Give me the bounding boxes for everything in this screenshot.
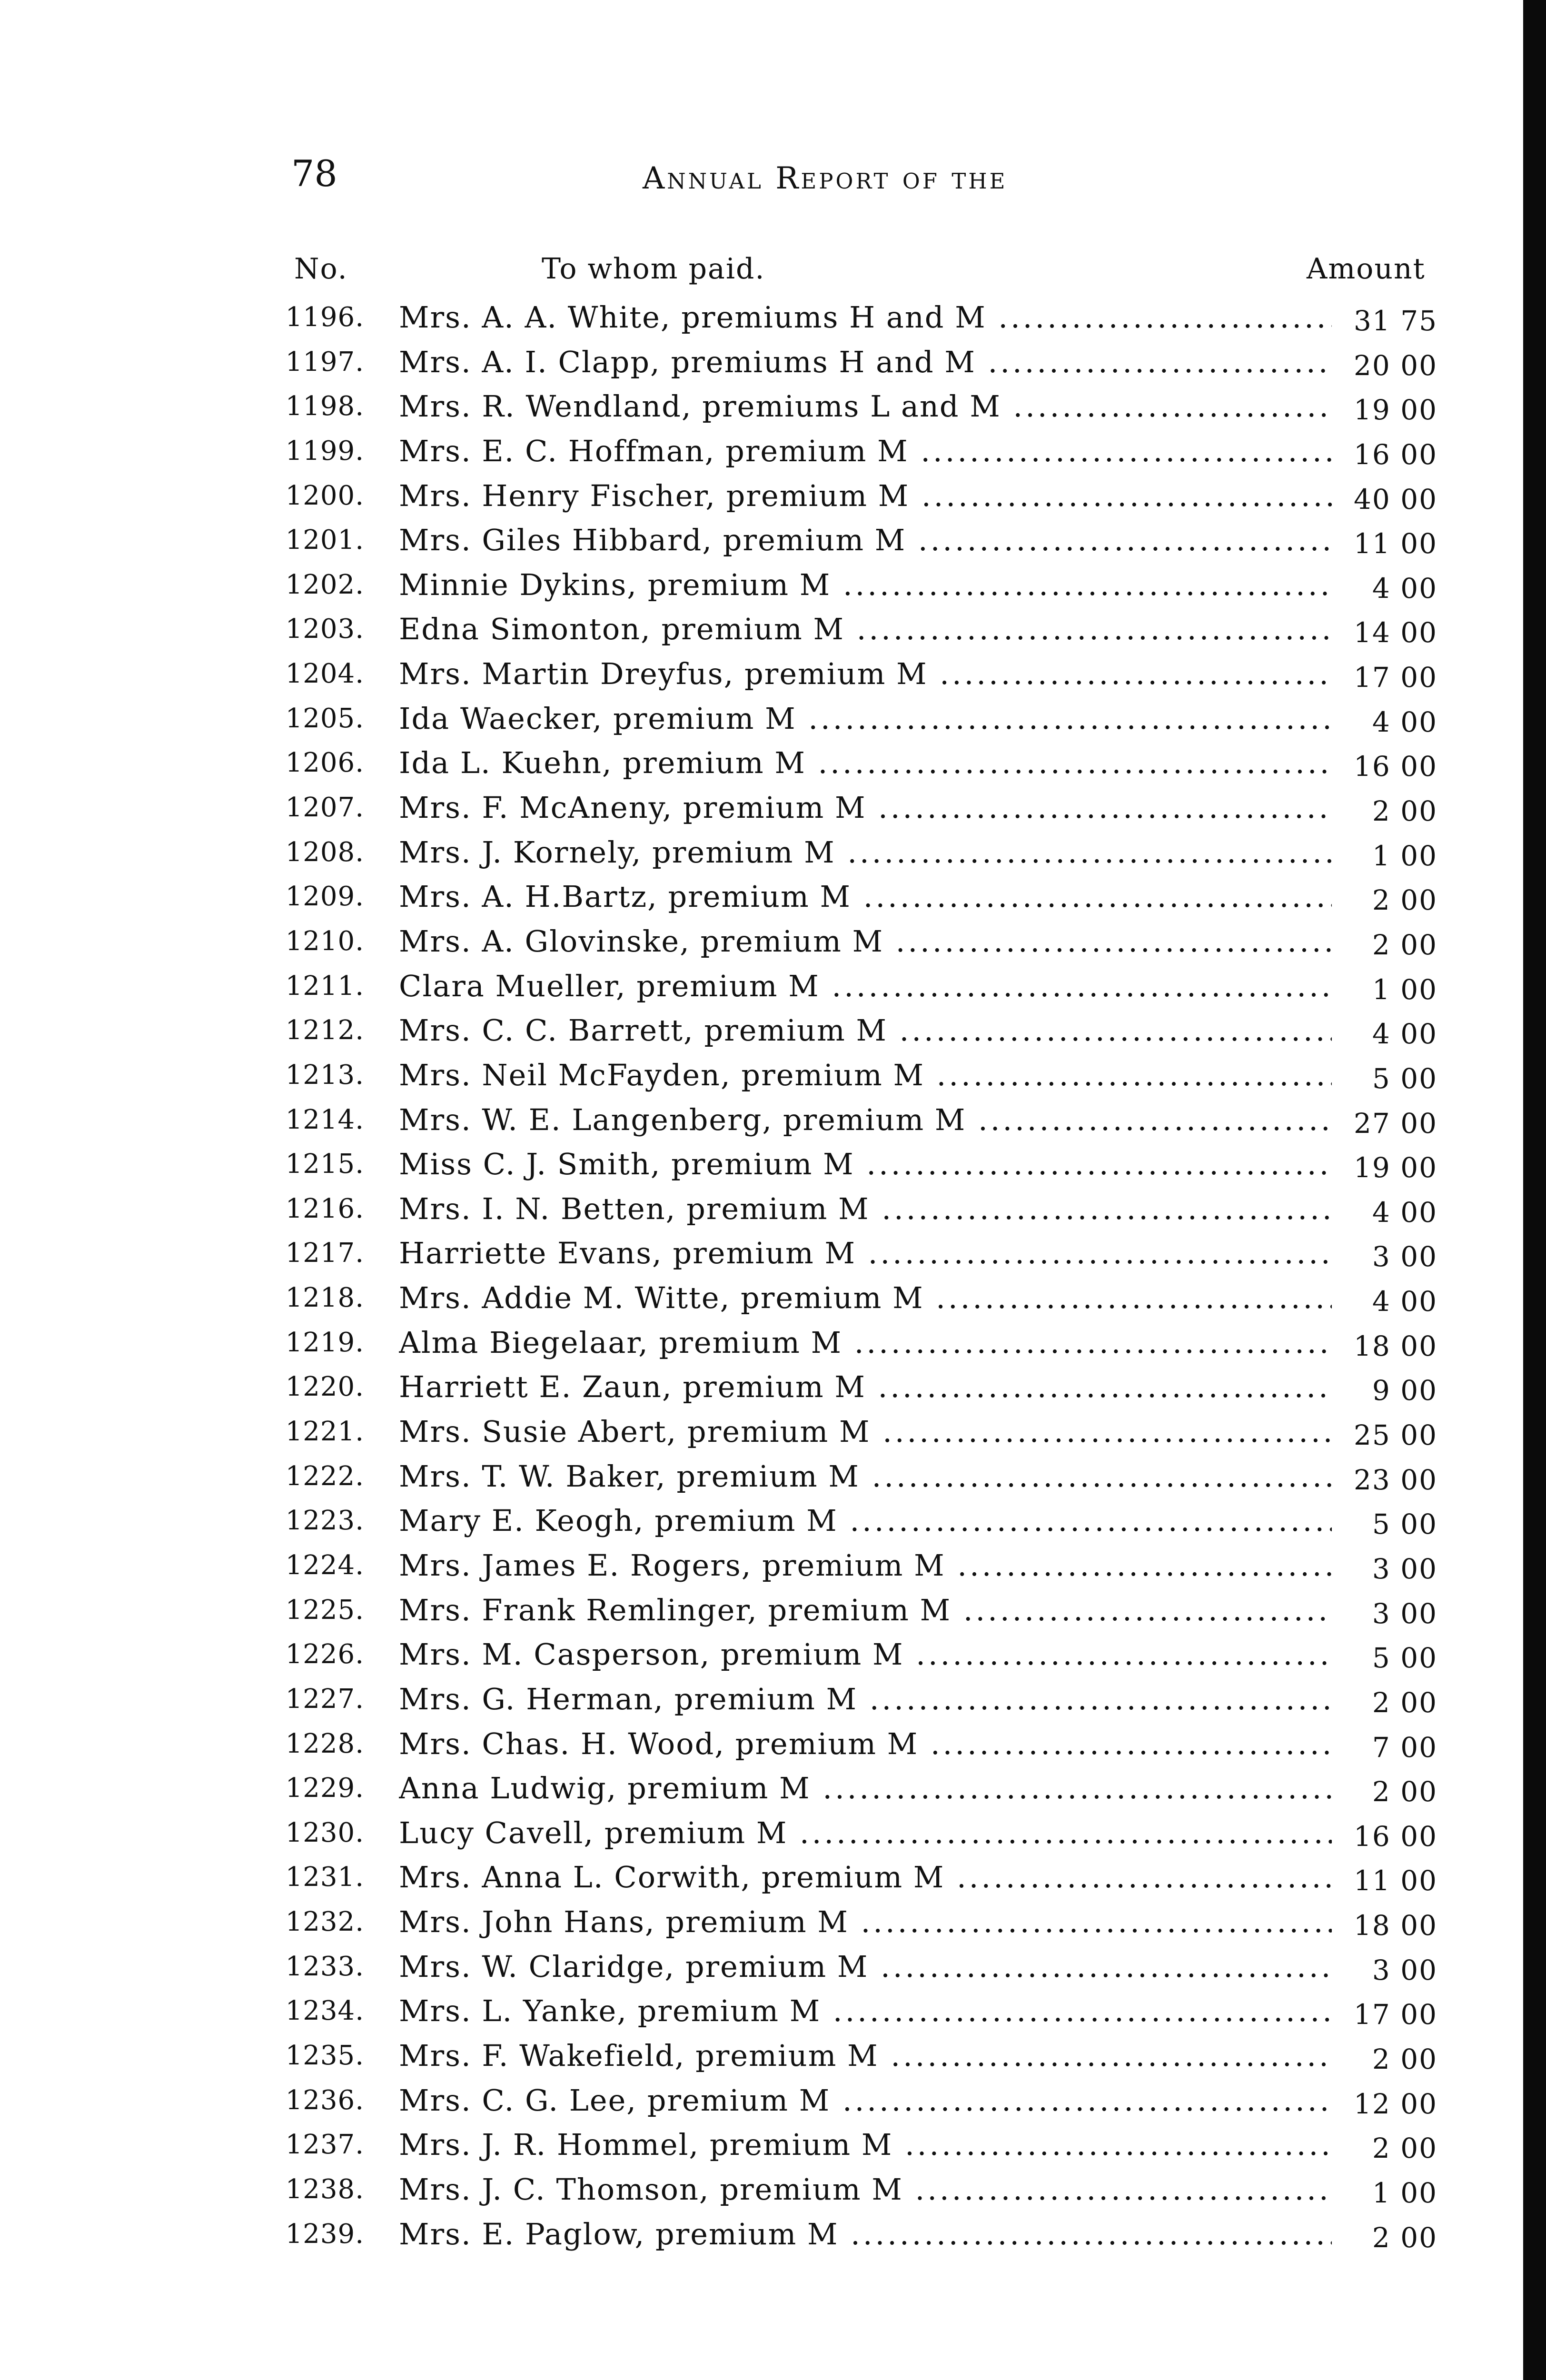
payment-amount: 20 00 xyxy=(1353,349,1437,382)
payment-amount: 18 00 xyxy=(1353,1909,1437,1942)
payment-row xyxy=(267,2078,1437,2123)
payment-row xyxy=(267,429,1437,474)
payment-amount: 2 00 xyxy=(1372,1686,1437,1719)
payment-row xyxy=(267,652,1437,696)
voucher-number: 1230. xyxy=(285,1817,364,1848)
payee-description: Mrs. C. C. Barrett, premium M ..... xyxy=(399,1008,1332,1053)
payment-amount: 31 75 xyxy=(1353,305,1437,337)
payment-row xyxy=(267,295,1437,340)
voucher-number: 1203. xyxy=(285,614,364,645)
payment-amount: 17 00 xyxy=(1353,1998,1437,2031)
payment-amount: 2 00 xyxy=(1372,2221,1437,2254)
payee-description: Miss C. J. Smith, premium M ..... xyxy=(399,1142,1332,1187)
voucher-number: 1201. xyxy=(285,525,364,556)
voucher-number: 1224. xyxy=(285,1549,364,1581)
voucher-number: 1205. xyxy=(285,703,364,734)
voucher-number: 1199. xyxy=(285,435,364,466)
payee-description: Anna Ludwig, premium M ..... xyxy=(399,1766,1332,1811)
voucher-number: 1223. xyxy=(285,1505,364,1537)
payment-row xyxy=(267,1766,1437,1811)
payee-description: Clara Mueller, premium M ..... xyxy=(399,964,1332,1009)
payee-description: Mrs. W. E. Langenberg, premium M ..... xyxy=(399,1098,1332,1142)
payment-row xyxy=(267,1008,1437,1053)
payee-description: Lucy Cavell, premium M ..... xyxy=(399,1811,1332,1855)
payee-description: Mrs. F. McAneny, premium M ..... xyxy=(399,785,1332,830)
payee-description: Edna Simonton, premium M ..... xyxy=(399,607,1332,652)
payment-row xyxy=(267,340,1437,385)
voucher-number: 1234. xyxy=(285,1995,364,2027)
payment-row xyxy=(267,2212,1437,2257)
payee-description: Mrs. C. G. Lee, premium M ..... xyxy=(399,2078,1332,2123)
payee-description: Ida Waecker, premium M ..... xyxy=(399,696,1332,741)
payee-description: Mrs. A. Glovinske, premium M ..... xyxy=(399,919,1332,964)
payment-row xyxy=(267,1944,1437,1989)
payee-description: Mrs. Martin Dreyfus, premium M ..... xyxy=(399,652,1332,696)
payee-description: Mrs. Addie M. Witte, premium M ..... xyxy=(399,1276,1332,1320)
payment-row xyxy=(267,1989,1437,2033)
payment-row xyxy=(267,1498,1437,1543)
payment-row xyxy=(267,919,1437,964)
payment-amount: 19 00 xyxy=(1353,394,1437,426)
payment-amount: 23 00 xyxy=(1353,1463,1437,1496)
payee-description: Harriett E. Zaun, premium M ..... xyxy=(399,1365,1332,1409)
voucher-number: 1231. xyxy=(285,1862,364,1893)
payee-description: Mrs. E. C. Hoffman, premium M ..... xyxy=(399,429,1332,474)
voucher-number: 1232. xyxy=(285,1906,364,1938)
payee-description: Mrs. G. Herman, premium M ..... xyxy=(399,1677,1332,1722)
payment-row xyxy=(267,1632,1437,1677)
voucher-number: 1215. xyxy=(285,1149,364,1180)
payment-row xyxy=(267,1811,1437,1855)
voucher-number: 1216. xyxy=(285,1193,364,1224)
payment-amount: 27 00 xyxy=(1353,1107,1437,1140)
voucher-number: 1213. xyxy=(285,1059,364,1091)
voucher-number: 1207. xyxy=(285,792,364,823)
payment-row xyxy=(267,2122,1437,2167)
payment-row xyxy=(267,830,1437,875)
voucher-number: 1236. xyxy=(285,2084,364,2116)
voucher-number: 1226. xyxy=(285,1639,364,1670)
payee-description: Mrs. Henry Fischer, premium M ..... xyxy=(399,474,1332,518)
payment-amount: 16 00 xyxy=(1353,1820,1437,1853)
payment-amount: 3 00 xyxy=(1372,1954,1437,1986)
payee-description: Mrs. J. R. Hommel, premium M ..... xyxy=(399,2122,1332,2167)
payment-amount: 1 00 xyxy=(1372,973,1437,1006)
voucher-number: 1212. xyxy=(285,1015,364,1046)
payment-row xyxy=(267,1231,1437,1276)
payment-amount: 18 00 xyxy=(1353,1329,1437,1362)
payment-row xyxy=(267,874,1437,919)
running-head: Annual Report of the xyxy=(643,161,1008,196)
payee-description: Mrs. Giles Hibbard, premium M ..... xyxy=(399,518,1332,563)
payment-amount: 4 00 xyxy=(1372,572,1437,605)
payment-amount: 14 00 xyxy=(1353,616,1437,649)
payment-row xyxy=(267,518,1437,563)
voucher-number: 1228. xyxy=(285,1728,364,1759)
payee-description: Mrs. I. N. Betten, premium M ..... xyxy=(399,1187,1332,1231)
voucher-number: 1214. xyxy=(285,1104,364,1135)
voucher-number: 1204. xyxy=(285,658,364,690)
payments-list xyxy=(267,295,1437,2256)
payment-amount: 5 00 xyxy=(1372,1642,1437,1675)
payee-description: Mrs. T. W. Baker, premium M ..... xyxy=(399,1454,1332,1499)
payee-description: Mrs. W. Claridge, premium M ..... xyxy=(399,1944,1332,1989)
column-header-to-whom-paid: To whom paid. xyxy=(542,252,765,286)
payment-row xyxy=(267,1900,1437,1944)
voucher-number: 1209. xyxy=(285,881,364,912)
payee-description: Minnie Dykins, premium M ..... xyxy=(399,563,1332,607)
payee-description: Mrs. A. I. Clapp, premiums H and M ..... xyxy=(399,340,1332,385)
payee-description: Ida L. Kuehn, premium M ..... xyxy=(399,741,1332,785)
voucher-number: 1198. xyxy=(285,391,364,422)
payment-amount: 2 00 xyxy=(1372,928,1437,961)
payee-description: Mrs. F. Wakefield, premium M ..... xyxy=(399,2033,1332,2078)
payment-amount: 19 00 xyxy=(1353,1151,1437,1184)
column-header-no: No. xyxy=(294,252,348,286)
payment-amount: 11 00 xyxy=(1353,527,1437,560)
column-header-amount: Amount xyxy=(1307,252,1426,286)
payment-row xyxy=(267,474,1437,518)
payment-row xyxy=(267,1187,1437,1231)
voucher-number: 1227. xyxy=(285,1683,364,1715)
voucher-number: 1202. xyxy=(285,569,364,600)
payment-amount: 12 00 xyxy=(1353,2087,1437,2120)
payee-description: Mrs. J. C. Thomson, premium M ..... xyxy=(399,2167,1332,2212)
voucher-number: 1208. xyxy=(285,836,364,868)
payment-row xyxy=(267,2033,1437,2078)
payment-amount: 17 00 xyxy=(1353,661,1437,694)
payee-description: Harriette Evans, premium M ..... xyxy=(399,1231,1332,1276)
voucher-number: 1210. xyxy=(285,925,364,957)
payment-amount: 1 00 xyxy=(1372,2176,1437,2209)
voucher-number: 1196. xyxy=(285,302,364,333)
payment-amount: 25 00 xyxy=(1353,1419,1437,1452)
voucher-number: 1222. xyxy=(285,1460,364,1492)
payment-amount: 9 00 xyxy=(1372,1374,1437,1407)
voucher-number: 1233. xyxy=(285,1951,364,1982)
payment-amount: 5 00 xyxy=(1372,1508,1437,1541)
voucher-number: 1238. xyxy=(285,2173,364,2205)
page-number: 78 xyxy=(291,152,337,195)
payee-description: Mrs. J. Kornely, premium M ..... xyxy=(399,830,1332,875)
voucher-number: 1219. xyxy=(285,1327,364,1358)
payee-description: Mrs. Anna L. Corwith, premium M ..... xyxy=(399,1855,1332,1900)
payee-description: Mrs. E. Paglow, premium M ..... xyxy=(399,2212,1332,2257)
payment-row xyxy=(267,1855,1437,1900)
payee-description: Mrs. A. H.Bartz, premium M ..... xyxy=(399,874,1332,919)
voucher-number: 1218. xyxy=(285,1282,364,1314)
payment-amount: 4 00 xyxy=(1372,1018,1437,1051)
voucher-number: 1239. xyxy=(285,2218,364,2250)
payee-description: Mrs. R. Wendland, premiums L and M ..... xyxy=(399,384,1332,429)
payee-description: Mrs. Frank Remlinger, premium M ..... xyxy=(399,1588,1332,1633)
payment-row xyxy=(267,563,1437,607)
voucher-number: 1197. xyxy=(285,346,364,377)
payment-row xyxy=(267,1276,1437,1320)
payment-row xyxy=(267,384,1437,429)
payment-amount: 7 00 xyxy=(1372,1731,1437,1764)
voucher-number: 1221. xyxy=(285,1416,364,1448)
payment-amount: 2 00 xyxy=(1372,884,1437,917)
payment-row xyxy=(267,2167,1437,2212)
payee-description: Mary E. Keogh, premium M ..... xyxy=(399,1498,1332,1543)
payee-description: Mrs. A. A. White, premiums H and M ..... xyxy=(399,295,1332,340)
voucher-number: 1220. xyxy=(285,1371,364,1403)
voucher-number: 1206. xyxy=(285,747,364,779)
payment-row xyxy=(267,1588,1437,1633)
payment-row xyxy=(267,964,1437,1009)
voucher-number: 1211. xyxy=(285,970,364,1002)
payment-amount: 2 00 xyxy=(1372,2043,1437,2075)
payment-row xyxy=(267,1454,1437,1499)
payment-amount: 4 00 xyxy=(1372,1285,1437,1318)
voucher-number: 1237. xyxy=(285,2129,364,2161)
payment-amount: 3 00 xyxy=(1372,1552,1437,1585)
payment-amount: 16 00 xyxy=(1353,750,1437,783)
payee-description: Alma Biegelaar, premium M ..... xyxy=(399,1320,1332,1365)
payee-description: Mrs. Susie Abert, premium M ..... xyxy=(399,1409,1332,1454)
payment-row xyxy=(267,1722,1437,1766)
payment-row xyxy=(267,741,1437,785)
voucher-number: 1200. xyxy=(285,480,364,511)
payment-amount: 16 00 xyxy=(1353,438,1437,471)
payment-row xyxy=(267,1543,1437,1588)
payment-amount: 4 00 xyxy=(1372,705,1437,738)
payment-amount: 11 00 xyxy=(1353,1864,1437,1897)
payee-description: Mrs. Neil McFayden, premium M ..... xyxy=(399,1053,1332,1098)
payee-description: Mrs. M. Casperson, premium M ..... xyxy=(399,1632,1332,1677)
payment-row xyxy=(267,607,1437,652)
payment-amount: 5 00 xyxy=(1372,1062,1437,1095)
payment-row xyxy=(267,1677,1437,1722)
payee-description: Mrs. Chas. H. Wood, premium M ..... xyxy=(399,1722,1332,1766)
payment-row xyxy=(267,1053,1437,1098)
payment-row xyxy=(267,1320,1437,1365)
payee-description: Mrs. John Hans, premium M ..... xyxy=(399,1900,1332,1944)
payment-row xyxy=(267,1409,1437,1454)
payment-row xyxy=(267,1142,1437,1187)
payment-amount: 3 00 xyxy=(1372,1597,1437,1630)
payment-amount: 2 00 xyxy=(1372,1775,1437,1808)
voucher-number: 1225. xyxy=(285,1594,364,1626)
payee-description: Mrs. James E. Rogers, premium M ..... xyxy=(399,1543,1332,1588)
payment-row xyxy=(267,1365,1437,1409)
payment-row xyxy=(267,696,1437,741)
payment-row xyxy=(267,1098,1437,1142)
voucher-number: 1235. xyxy=(285,2040,364,2071)
payment-amount: 2 00 xyxy=(1372,795,1437,828)
voucher-number: 1229. xyxy=(285,1773,364,1804)
voucher-number: 1217. xyxy=(285,1238,364,1269)
scan-right-border xyxy=(1523,0,1546,2380)
payment-amount: 2 00 xyxy=(1372,2132,1437,2165)
payment-amount: 3 00 xyxy=(1372,1240,1437,1273)
payment-amount: 1 00 xyxy=(1372,839,1437,872)
payment-amount: 4 00 xyxy=(1372,1196,1437,1229)
payment-amount: 40 00 xyxy=(1353,483,1437,516)
payee-description: Mrs. L. Yanke, premium M ..... xyxy=(399,1989,1332,2033)
payment-row xyxy=(267,785,1437,830)
